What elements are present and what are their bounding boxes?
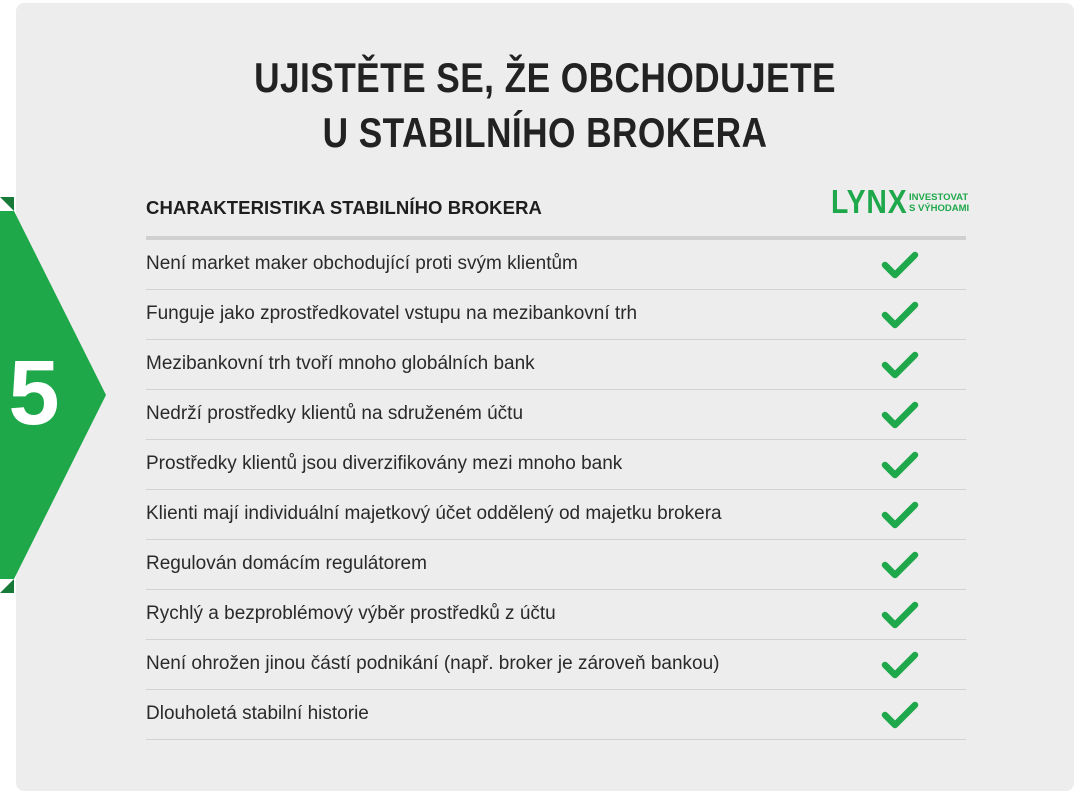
list-item	[146, 490, 966, 540]
list-item	[146, 590, 966, 640]
list-item	[146, 290, 966, 340]
list-item	[146, 540, 966, 590]
list-item-label: Rychlý a bezproblémový výběr prostředků z účtu	[146, 603, 556, 624]
list-item-label: Prostředky klientů jsou diverzifikovány mezi mnoho bank	[146, 453, 623, 474]
list-item	[146, 340, 966, 390]
badge-shade-top	[0, 197, 14, 211]
check-icon	[880, 650, 920, 680]
logo-tagline	[909, 192, 969, 214]
list-item-label: Klienti mají individuální majetkový účet oddělený od majetku brokera	[146, 503, 722, 524]
list-item	[146, 240, 966, 290]
logo-tagline-line-2: S VÝHODAMI	[909, 203, 970, 214]
list-item	[146, 690, 966, 740]
badge-shade-bottom	[0, 579, 14, 593]
list-item	[146, 640, 966, 690]
table-header: CHARAKTERISTIKA STABILNÍHO BROKERA	[146, 197, 543, 218]
check-icon	[880, 600, 920, 630]
check-icon	[880, 700, 920, 730]
list-item-label: Nedrží prostředky klientů na sdruženém účtu	[146, 403, 524, 424]
check-icon	[880, 350, 920, 380]
logo-tagline-line-1: INVESTOVAT	[909, 192, 969, 203]
check-icon	[880, 450, 920, 480]
list-item	[146, 440, 966, 490]
list-item-label: Dlouholetá stabilní historie	[146, 703, 369, 724]
page-title	[87, 50, 1003, 160]
logo-word: LYNX	[831, 183, 908, 220]
list-item-label: Není ohrožen jinou částí podnikání (např. broker je zároveň bankou)	[146, 653, 720, 674]
check-icon	[880, 250, 920, 280]
title-line-1: UJISTĚTE SE, ŽE OBCHODUJETE	[254, 54, 836, 101]
check-icon	[880, 400, 920, 430]
list-item	[146, 390, 966, 440]
list-item-label: Není market maker obchodující proti svým klientům	[146, 253, 578, 274]
step-number: 5	[8, 342, 60, 444]
lynx-logo	[831, 184, 969, 220]
list-item-label: Regulován domácím regulátorem	[146, 553, 427, 574]
check-icon	[880, 550, 920, 580]
list-item-label: Funguje jako zprostředkovatel vstupu na mezibankovní trh	[146, 303, 638, 324]
check-icon	[880, 300, 920, 330]
list-item-label: Mezibankovní trh tvoří mnoho globálních bank	[146, 353, 535, 374]
characteristics-list	[146, 240, 966, 740]
title-line-2: U STABILNÍHO BROKERA	[322, 109, 768, 156]
check-icon	[880, 500, 920, 530]
